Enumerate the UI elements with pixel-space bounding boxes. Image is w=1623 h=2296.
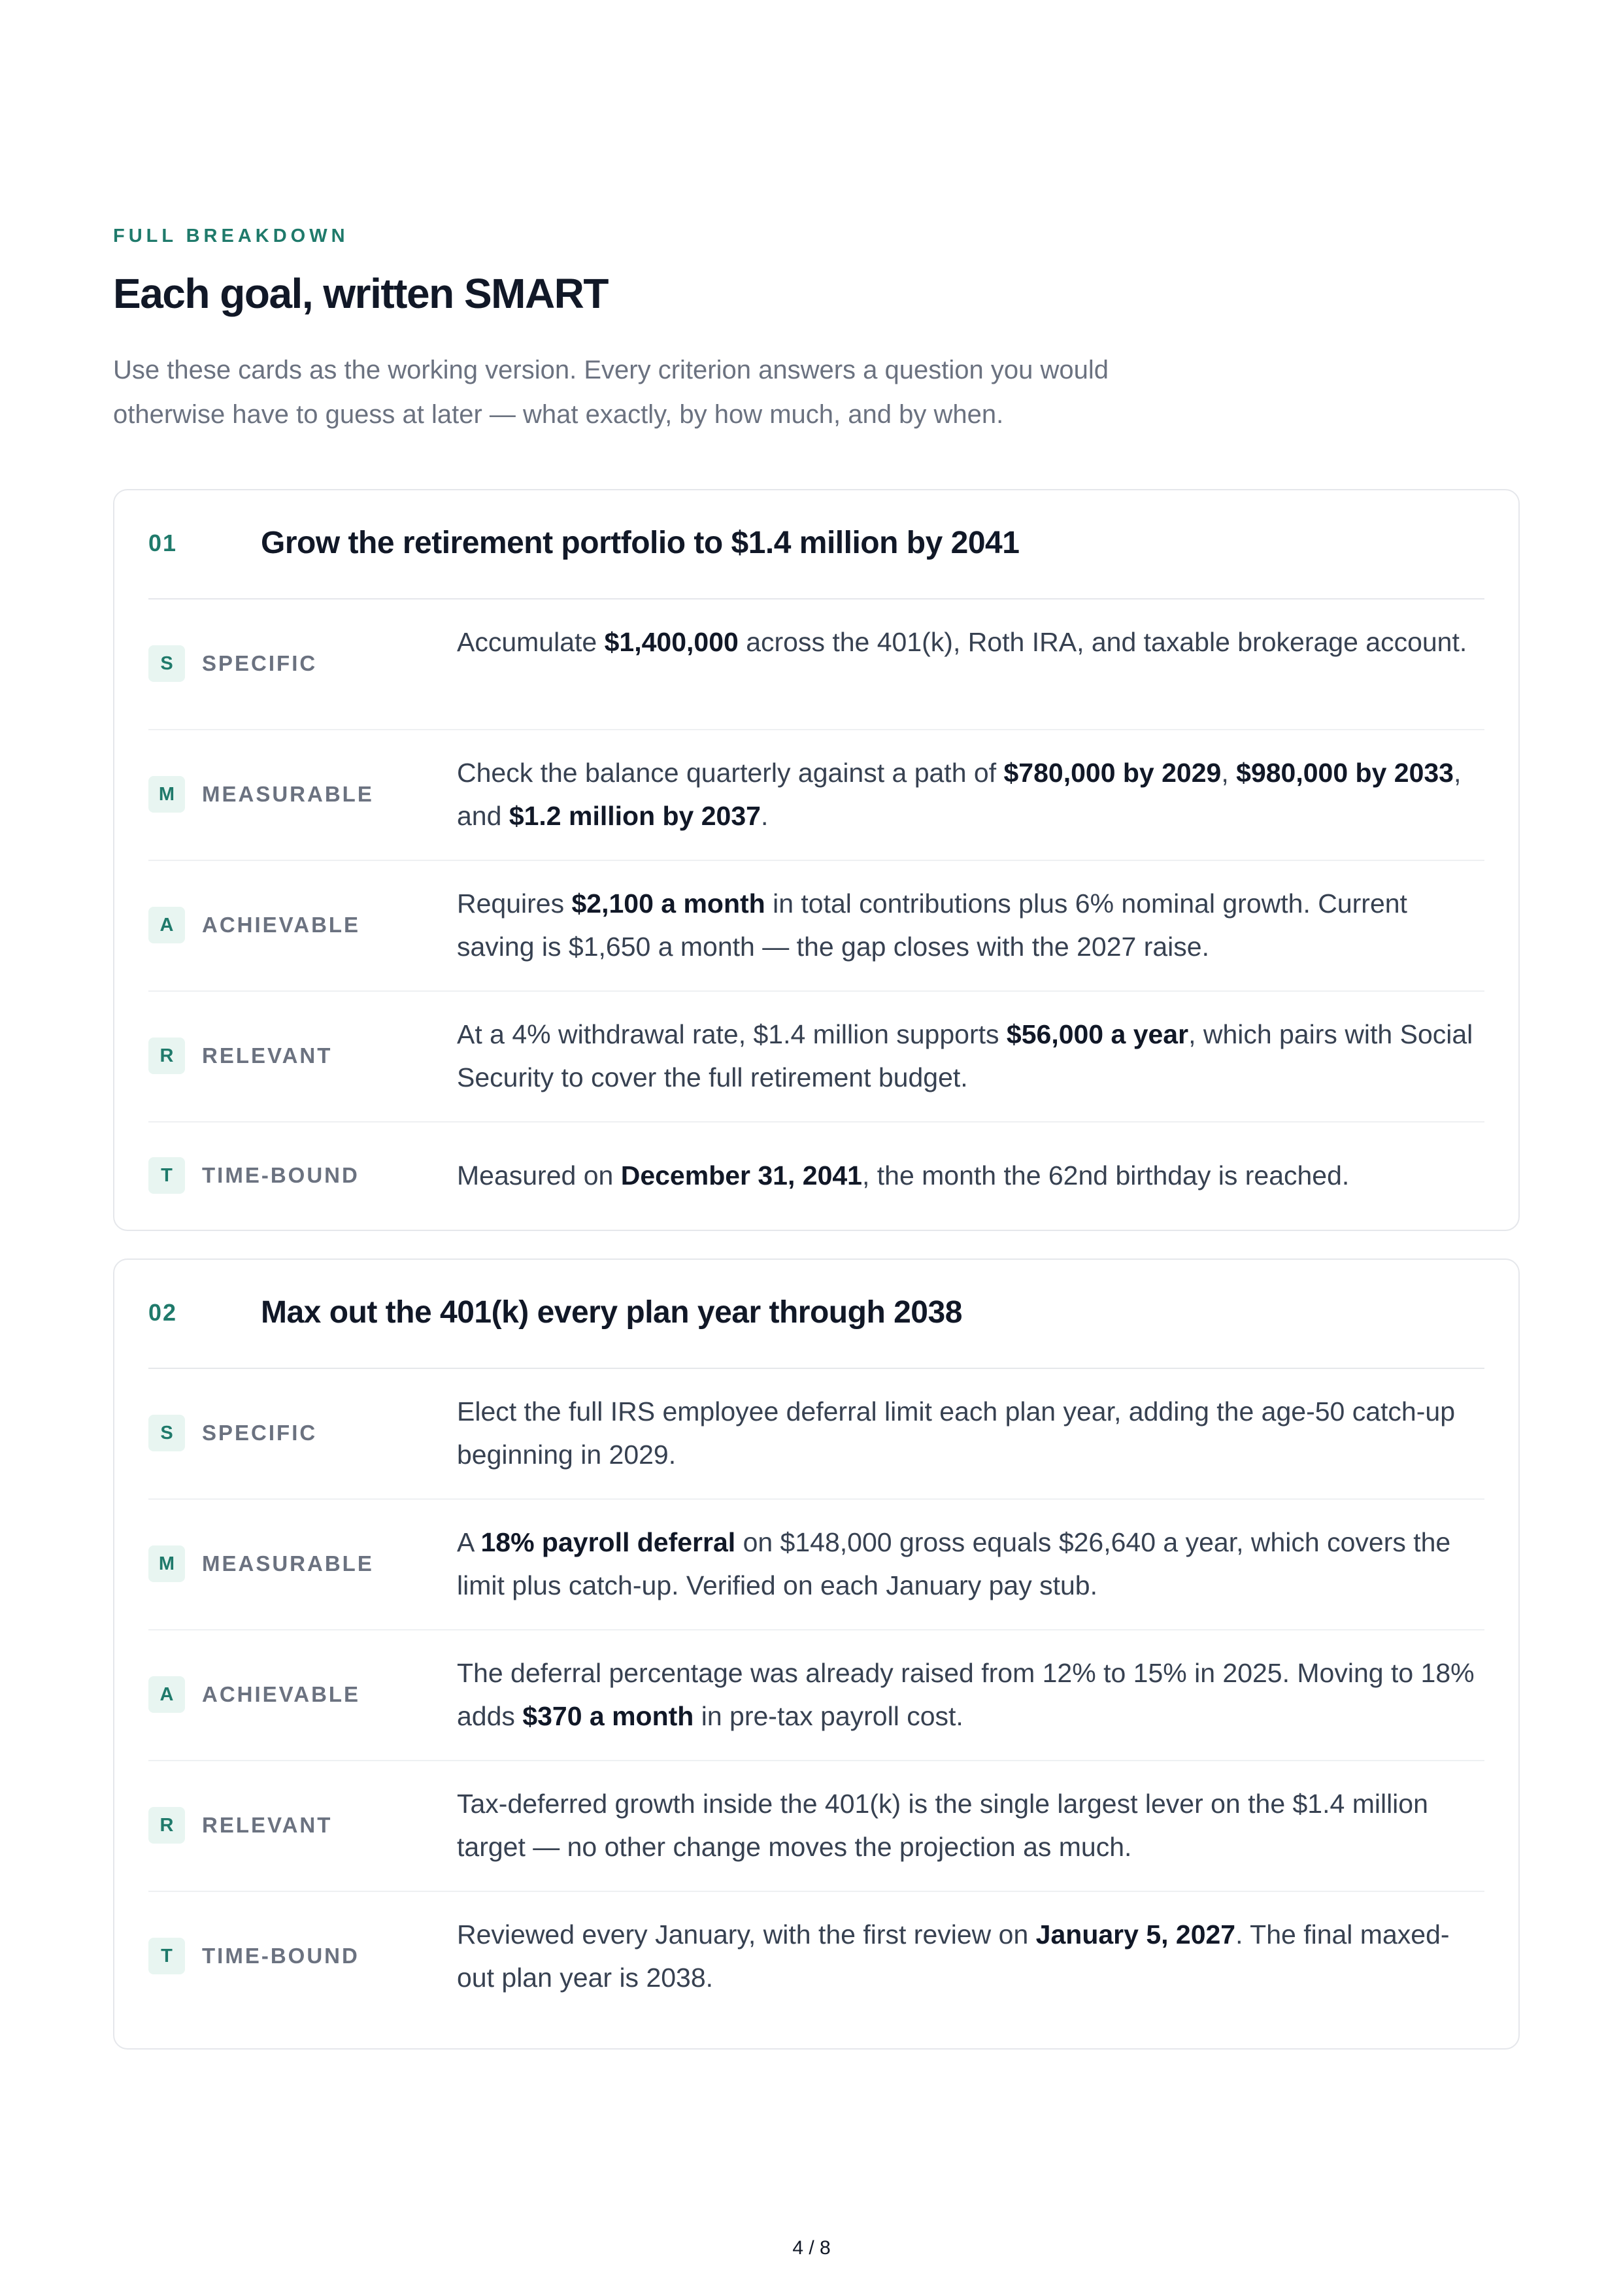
criterion-row-specific <box>148 598 1484 730</box>
description-text: The deferral percentage was already raised from 12% to 15% in 2025. Moving to 18% adds <box>457 1658 1475 1731</box>
emphasized-value: $1.2 million by 2037 <box>509 801 761 831</box>
emphasized-value: $370 a month <box>522 1701 694 1731</box>
description-text: Measured on <box>457 1160 621 1190</box>
description-text: , which pairs with Social Security to cover the full retirement budget. <box>457 1019 1473 1092</box>
page-indicator: 4 / 8 <box>792 2237 831 2259</box>
criterion-description <box>457 1521 1484 1607</box>
criterion-letter-badge: A <box>148 1676 185 1713</box>
criterion-row-achievable <box>148 860 1484 992</box>
criterion-row-specific <box>148 1368 1484 1500</box>
description-text: A <box>457 1527 481 1557</box>
criterion-row-time-bound <box>148 1121 1484 1229</box>
description-text: on $148,000 gross equals $26,640 a year, which covers the limit plus catch-up. Verified on each January pay stub. <box>457 1527 1451 1600</box>
criterion-row-time-bound <box>148 1891 1484 2048</box>
criterion-description <box>457 620 1484 664</box>
criterion-letter-badge: R <box>148 1038 185 1074</box>
criterion-description <box>457 1913 1484 1999</box>
goal-card-02 <box>113 1258 1520 2050</box>
description-text: , the month the 62nd birthday is reached. <box>862 1160 1350 1190</box>
page-title: Each goal, written SMART <box>113 270 608 317</box>
criterion-description <box>457 1013 1484 1099</box>
emphasized-value: January 5, 2027 <box>1035 1919 1236 1950</box>
criterion-letter-badge: M <box>148 1545 185 1582</box>
section-eyebrow: FULL BREAKDOWN <box>113 226 349 246</box>
description-text: . The final maxed-out plan year is 2038. <box>457 1919 1450 1993</box>
description-text: , <box>1221 758 1237 788</box>
criterion-label: MEASURABLE <box>202 1551 374 1576</box>
criterion-label: RELEVANT <box>202 1043 333 1068</box>
criterion-row-measurable <box>148 1498 1484 1630</box>
criterion-description <box>457 751 1484 837</box>
emphasized-value: $2,100 a month <box>571 888 765 919</box>
description-text: in pre-tax payroll cost. <box>694 1701 963 1731</box>
criterion-description <box>457 1782 1484 1868</box>
goal-number: 02 <box>148 1299 178 1326</box>
description-text: Check the balance quarterly against a path of <box>457 758 1004 788</box>
goal-card-01 <box>113 489 1520 1231</box>
emphasized-value: 18% payroll deferral <box>480 1527 736 1557</box>
criterion-letter-badge: S <box>148 1415 185 1451</box>
description-text: Reviewed every January, with the first review on <box>457 1919 1036 1950</box>
criterion-label: ACHIEVABLE <box>202 913 361 937</box>
goal-title: Grow the retirement portfolio to $1.4 million by 2041 <box>261 526 1020 560</box>
description-text: Accumulate <box>457 627 605 657</box>
criterion-label: SPECIFIC <box>202 1421 318 1445</box>
criterion-letter-badge: R <box>148 1807 185 1844</box>
criterion-letter-badge: T <box>148 1157 185 1194</box>
criterion-row-relevant <box>148 1760 1484 1892</box>
emphasized-value: $780,000 by 2029 <box>1003 758 1222 788</box>
criterion-letter-badge: A <box>148 907 185 943</box>
description-text: across the 401(k), Roth IRA, and taxable brokerage account. <box>738 627 1467 657</box>
criterion-description <box>457 1154 1484 1197</box>
description-text: . <box>760 801 769 831</box>
description-text: At a 4% withdrawal rate, $1.4 million supports <box>457 1019 1007 1049</box>
criterion-row-relevant <box>148 990 1484 1123</box>
goal-title: Max out the 401(k) every plan year through 2038 <box>261 1295 962 1330</box>
emphasized-value: $980,000 by 2033 <box>1236 758 1454 788</box>
description-text: Tax-deferred growth inside the 401(k) is the single largest lever on the $1.4 million target — no other change moves the projection as much. <box>457 1789 1428 1862</box>
criterion-letter-badge: M <box>148 776 185 813</box>
description-text: , and <box>457 758 1462 831</box>
goal-number: 01 <box>148 530 178 556</box>
criterion-row-achievable <box>148 1629 1484 1761</box>
description-text: Requires <box>457 888 572 919</box>
goal-card-header <box>148 1260 1484 1369</box>
criterion-label: TIME-BOUND <box>202 1944 360 1968</box>
criterion-description <box>457 882 1484 968</box>
emphasized-value: $1,400,000 <box>604 627 739 657</box>
criterion-description <box>457 1651 1484 1738</box>
criterion-row-measurable <box>148 729 1484 861</box>
criterion-letter-badge: S <box>148 645 185 682</box>
intro-paragraph: Use these cards as the working version. Every criterion answers a question you would otherwise have to guess at later — what exactly, by how much, and by when. <box>113 356 1109 429</box>
criterion-label: ACHIEVABLE <box>202 1682 361 1706</box>
emphasized-value: December 31, 2041 <box>620 1160 862 1190</box>
goal-card-header <box>148 490 1484 599</box>
description-text: in total contributions plus 6% nominal growth. Current saving is $1,650 a month — the gap closes with the 2027 raise. <box>457 888 1407 962</box>
criterion-label: RELEVANT <box>202 1813 333 1837</box>
criterion-description <box>457 1390 1484 1476</box>
criterion-label: MEASURABLE <box>202 782 374 806</box>
criterion-letter-badge: T <box>148 1938 185 1974</box>
emphasized-value: $56,000 a year <box>1006 1019 1189 1049</box>
criterion-label: TIME-BOUND <box>202 1163 360 1187</box>
criterion-label: SPECIFIC <box>202 651 318 675</box>
description-text: Elect the full IRS employee deferral limit each plan year, adding the age-50 catch-up beginning in 2029. <box>457 1396 1455 1470</box>
